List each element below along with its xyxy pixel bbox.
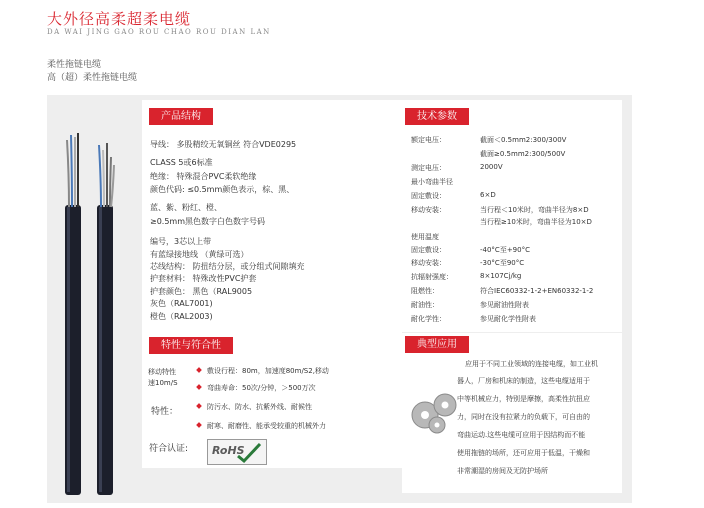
- content-panel: [47, 95, 632, 503]
- application-line: 使用拖链的场所，还可应用于低温，干燥和: [457, 449, 590, 457]
- page-title: 大外径高柔超柔电缆: [47, 10, 192, 28]
- move-label-2: 速10m/S: [148, 379, 178, 387]
- spec-label: 耐油性：: [411, 301, 439, 309]
- category-1: 柔性拖链电缆: [47, 60, 102, 70]
- structure-line: 灰色（RAL7001): [150, 299, 213, 308]
- spec-value: 当行程＜10米时，弯曲半径为8×D: [480, 206, 589, 214]
- structure-line: 芯线结构： 防扭结分层，或分组式间隙填充: [150, 262, 305, 271]
- feature-item: 弯曲寿命：50次/分钟，＞500万次: [207, 384, 316, 392]
- cert-label: 符合认证:: [149, 444, 189, 454]
- move-label: 移动特性: [148, 368, 176, 376]
- structure-line: 编号，3芯以上带: [150, 237, 212, 246]
- rohs-text: RoHS: [212, 444, 245, 457]
- application-line: 弯曲运动.这些电缆可应用于因结构而不能: [457, 431, 586, 439]
- structure-line: 护套材料： 特殊改性PVC护套: [150, 274, 257, 283]
- spec-value: 2000V: [480, 163, 503, 171]
- spec-label: 固定敷设：: [411, 246, 446, 254]
- structure-line: 导线： 多股精绞无氧铜丝 符合VDE0295: [150, 140, 297, 149]
- application-line: 力，同时在没有拉紧力的负载下，可自由的: [457, 413, 590, 421]
- structure-line: 橙色（RAL2003): [150, 312, 213, 321]
- spec-value: 8×107Cj/kg: [480, 272, 522, 280]
- spec-label: 抗辐射强度：: [411, 273, 453, 281]
- spec-value: 参见耐化学性附表: [480, 315, 536, 323]
- application-line: 器人，厂房和机床的制造，这些电缆适用于: [457, 377, 590, 385]
- spec-value: 截面＜0.5mm2:300/300V: [480, 136, 567, 144]
- structure-line: 绝缘： 特殊混合PVC柔软绝缘: [150, 172, 257, 181]
- cable-image: [47, 95, 142, 503]
- structure-line: 护套颜色： 黑色（RAL9005: [150, 287, 253, 296]
- structure-line: 颜色代码: ≤0.5mm颜色表示，棕、黑、: [150, 185, 295, 194]
- features-heading: 特性与符合性: [149, 337, 233, 354]
- structure-heading: 产品结构: [149, 108, 213, 125]
- spec-value: -40°C至+90°C: [480, 246, 530, 254]
- spec-label: 耐化学性：: [411, 315, 446, 323]
- structure-line: CLASS 5或6标准: [150, 158, 213, 167]
- application-line: 中等机械应力，特别是摩擦，高柔性抗扭应: [457, 395, 590, 403]
- rohs-logo: [207, 439, 267, 465]
- spec-label: 移动安装：: [411, 206, 446, 214]
- spec-label: 固定敷设：: [411, 192, 446, 200]
- spec-label: 额定电压：: [411, 136, 446, 144]
- feature-item: 防污水、防水、抗紫外线、耐候性: [207, 403, 312, 411]
- spec-label: 测定电压：: [411, 164, 446, 172]
- spec-label: 使用温度: [411, 233, 439, 241]
- application-heading: 典型应用: [405, 336, 469, 353]
- specs-heading: 技术参数: [405, 108, 469, 125]
- spec-value: 参见耐油性附表: [480, 301, 529, 309]
- application-line: 应用于不同工业领域的连接电缆，如工业机: [465, 360, 598, 368]
- spec-label: 最小弯曲半径: [411, 178, 453, 186]
- spec-value: 截面≥0.5mm2:300/500V: [480, 150, 566, 158]
- feature-item: 敷设行程：80m，加速度80m/S2,移动: [207, 367, 329, 375]
- spec-label: 移动安装：: [411, 259, 446, 267]
- gear-icon: [405, 385, 463, 435]
- feature-label: 特性：: [151, 407, 179, 417]
- feature-item: 耐寒、耐磨性、能承受较重的机械外力: [207, 422, 326, 430]
- spec-value: -30°C至90°C: [480, 259, 525, 267]
- structure-line: 蓝、紫、粉红、橙、: [150, 203, 222, 212]
- spec-value: 当行程≥10米时，弯曲半径为10×D: [480, 218, 592, 226]
- spec-label: 阻燃性：: [411, 287, 439, 295]
- application-line: 非常潮湿的房间及无防护场所: [457, 467, 548, 475]
- spec-value: 6×D: [480, 191, 496, 199]
- structure-line: 有蓝绿接地线 （黄绿可选）: [150, 250, 249, 259]
- structure-line: ≥0.5mm黑色数字白色数字号码: [150, 217, 266, 226]
- category-2: 高（超）柔性拖链电缆: [47, 73, 138, 83]
- page-title-pinyin: DA WAI JING GAO ROU CHAO ROU DIAN LAN: [47, 28, 271, 36]
- spec-value: 符合IEC60332-1-2+EN60332-1-2: [480, 287, 594, 295]
